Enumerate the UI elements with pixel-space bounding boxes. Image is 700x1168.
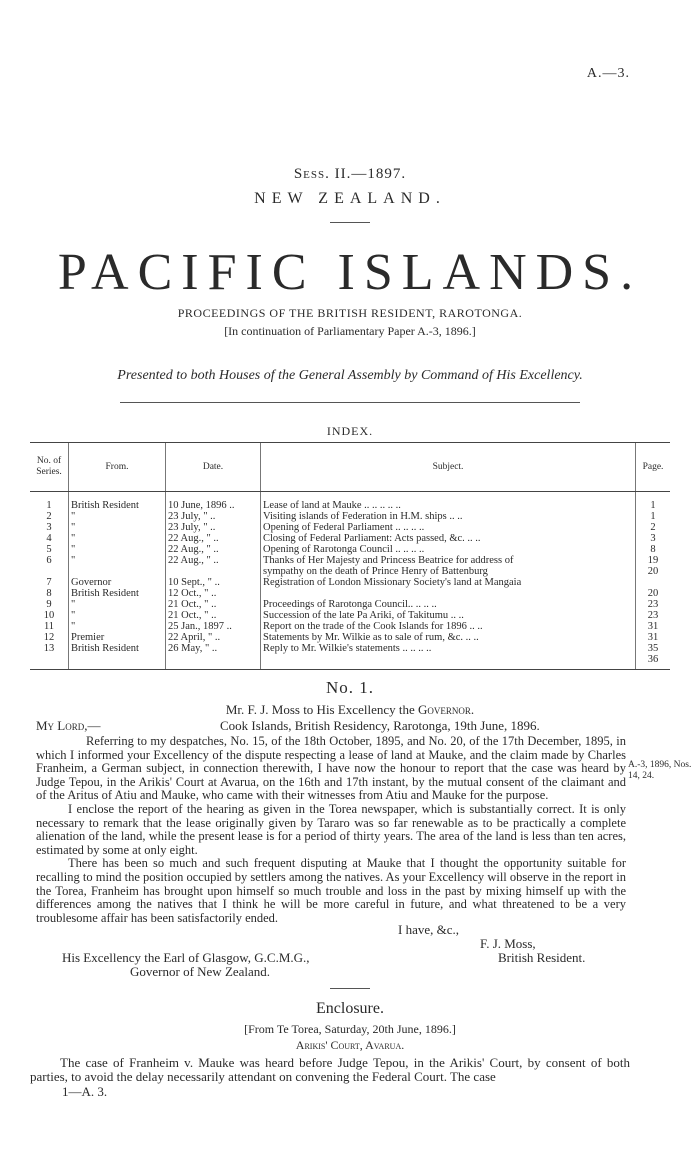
cell-subject: Report on the trade of the Cook Islands for 1896 .. .. (261, 621, 636, 632)
cell-subject: Visiting islands of Federation in H.M. ships .. .. (261, 511, 636, 522)
cell-date: 23 July, " .. (166, 511, 261, 522)
cell-no: 1 (46, 500, 52, 511)
signature-name: F. J. Moss, (480, 936, 536, 951)
cell-no: 5 (46, 544, 52, 555)
cell-date: 26 May, " .. (166, 643, 261, 654)
table-row (30, 492, 670, 512)
cell-from: " (69, 533, 166, 544)
document-title: PACIFIC ISLANDS. (57, 244, 643, 301)
header-date: Date. (166, 443, 261, 492)
cell-subject: Closing of Federal Parliament: Acts passed, &c. .. .. (261, 533, 636, 544)
letter-paragraph: I enclose the report of the hearing as given in the Torea newspaper, which is substantially correct. It is only necessary to remark that the lease originally given by Tararo was so far renewable as to be practically a complete alienation of the land, while the present lease is for a period of thirty years. The area of the land is less than ten acres, estimated by some at only eight. (36, 801, 626, 857)
cell-no: 10 (43, 610, 55, 621)
cell-no: 4 (46, 533, 52, 544)
footer-reference: 1—A. 3. (62, 1084, 108, 1099)
cell-subject: Proceedings of Rarotonga Council.. .. .. .. (261, 599, 636, 610)
table-row (30, 522, 670, 533)
cell-no: 3 (46, 522, 52, 533)
cell-page: 31 (636, 632, 671, 643)
divider (330, 988, 370, 989)
letter-addressee-title: Governor. (418, 702, 475, 717)
cell-page: 35 (636, 643, 671, 654)
header-from: From. (69, 443, 166, 492)
letter-paragraph: There has been so much and such frequent disputing at Mauke that I thought the opportunity suitable for recalling to mind the position occupied by settlers among the natives. As your Excellency will observe in the report in the Torea, Franheim has brought upon himself so much trouble and loss in the past by mixing himself up with the differences among the natives that I think he will be more careful in future, and what threatened to be a very troublesome affair has been satisfactorily ended. (36, 856, 626, 925)
table-row (30, 654, 670, 670)
addressee-line-2: Governor of New Zealand. (130, 964, 271, 979)
table-row (30, 610, 670, 621)
table-row (30, 643, 670, 654)
closing: I have, &c., (398, 922, 460, 937)
enclosure-paragraph: The case of Franheim v. Mauke was heard before Judge Tepou, in the Arikis' Court, by consent of both parties, to avoid the delay necessarily attendant on convening the Federal Court. The case (30, 1055, 630, 1084)
cell-from: British Resident (69, 492, 166, 512)
cell-no: 13 (43, 643, 55, 654)
place-date: Cook Islands, British Residency, Rarotonga, 19th June, 1896. (220, 718, 540, 733)
cell-from (69, 566, 166, 577)
margin-note: A.-3, 1896, Nos. 14, 24. (628, 760, 692, 781)
document-subtitle: PROCEEDINGS OF THE BRITISH RESIDENT, RAROTONGA. (177, 306, 523, 320)
table-row (30, 621, 670, 632)
cell-page: 31 (636, 621, 671, 632)
presented-line: Presented to both Houses of the General Assembly by Command of His Excellency. (117, 368, 583, 383)
cell-date: 25 Jan., 1897 .. (166, 621, 261, 632)
cell-date: 10 June, 1896 .. (166, 492, 261, 512)
header-no: No. of Series. (30, 443, 69, 492)
cell-no: 12 (43, 632, 55, 643)
cell-date: 22 April, " .. (166, 632, 261, 643)
addressee-line-1: His Excellency the Earl of Glasgow, G.C.M.G., (62, 950, 310, 965)
cell-date: 12 Oct., " .. (166, 588, 261, 599)
cell-date: 10 Sept., " .. (166, 577, 261, 588)
enclosure-title: Enclosure. (316, 1000, 384, 1017)
cell-page: 1 (636, 511, 671, 522)
cell-subject: Opening of Rarotonga Council .. .. .. .. (261, 544, 636, 555)
cell-no (30, 566, 69, 577)
table-row (30, 544, 670, 555)
cell-date: 22 Aug., " .. (166, 533, 261, 544)
cell-from: British Resident (69, 588, 166, 599)
cell-no: 9 (46, 599, 52, 610)
cell-date (166, 654, 261, 670)
cell-page: 20 (636, 588, 671, 599)
enclosure-court: Arikis' Court, Avarua. (295, 1038, 405, 1052)
cell-page: 20 (636, 566, 671, 577)
table-row (30, 566, 670, 577)
cell-page: 3 (636, 533, 671, 544)
cell-subject (261, 654, 636, 670)
cell-from: Premier (69, 632, 166, 643)
table-row (30, 577, 670, 588)
cell-no: 2 (46, 511, 52, 522)
salutation: My Lord,— (36, 718, 101, 733)
table-row (30, 511, 670, 522)
cell-page: 8 (636, 544, 671, 555)
signature-title: British Resident. (498, 950, 586, 965)
country-heading: NEW ZEALAND. (254, 190, 446, 207)
cell-from: " (69, 610, 166, 621)
divider (330, 222, 370, 223)
continuation-note: [In continuation of Parliamentary Paper A.-3, 1896.] (224, 324, 476, 338)
session-number: II.—1897. (329, 166, 407, 182)
table-row (30, 533, 670, 544)
cell-from: " (69, 599, 166, 610)
cell-from: " (69, 511, 166, 522)
cell-from: " (69, 555, 166, 566)
cell-date: 23 July, " .. (166, 522, 261, 533)
cell-date: 21 Oct., " .. (166, 610, 261, 621)
cell-page: 23 (636, 599, 671, 610)
table-row (30, 632, 670, 643)
cell-from: " (69, 621, 166, 632)
cell-subject: Reply to Mr. Wilkie's statements .. .. .. .. (261, 643, 636, 654)
cell-subject: Thanks of Her Majesty and Princess Beatrice for address of (261, 555, 636, 566)
cell-from: British Resident (69, 643, 166, 654)
cell-subject: Statements by Mr. Wilkie as to sale of rum, &c. .. .. (261, 632, 636, 643)
cell-date (166, 566, 261, 577)
cell-subject: sympathy on the death of Prince Henry of Battenburg (261, 566, 636, 577)
cell-page: 2 (636, 522, 671, 533)
divider (120, 402, 580, 403)
cell-subject: Opening of Federal Parliament .. .. .. .. (261, 522, 636, 533)
cell-from: " (69, 522, 166, 533)
index-table (30, 442, 670, 670)
cell-page: 23 (636, 610, 671, 621)
cell-subject: Succession of the late Pa Ariki, of Takitumu .. .. (261, 610, 636, 621)
header-subject: Subject. (261, 443, 636, 492)
cell-page (636, 577, 671, 588)
page-reference: A.—3. (586, 66, 630, 81)
cell-no: 6 (46, 555, 52, 566)
cell-date: 21 Oct., " .. (166, 599, 261, 610)
letter-from: Mr. F. J. Moss to His Excellency the (225, 702, 418, 717)
cell-subject (261, 588, 636, 599)
cell-subject: Lease of land at Mauke .. .. .. .. .. (261, 492, 636, 512)
letter-number: No. 1. (325, 678, 375, 697)
cell-from: " (69, 544, 166, 555)
cell-page: 19 (636, 555, 671, 566)
cell-page: 36 (636, 654, 671, 670)
table-row (30, 555, 670, 566)
cell-subject: Registration of London Missionary Society's land at Mangaia (261, 577, 636, 588)
cell-date: 22 Aug., " .. (166, 544, 261, 555)
cell-from (69, 654, 166, 670)
index-header-row (30, 443, 670, 492)
enclosure-body (30, 1056, 630, 1084)
letter-paragraph: Referring to my despatches, No. 15, of the 18th October, 1895, and No. 20, of the 17th December, 1895, in which I informed your Excellency of the dispute respecting a lease of land at Mauke, and the claim made by Charles Franheim, a German subject, in connection therewith, I have now the honour to report that the case was heard by Judge Tepou, in the Arikis' Court at Avarua, on the 16th and 17th instant, by the mutual consent of the claimant and of the Aritus of Atiu and Mauke, who came with their witnesses from Atiu and Mauke for the purpose. (36, 734, 626, 803)
cell-no (30, 654, 69, 670)
cell-page: 1 (636, 492, 671, 512)
letter-from-line (0, 702, 700, 718)
index-title: INDEX. (326, 424, 374, 438)
enclosure-source: [From Te Torea, Saturday, 20th June, 1896.] (244, 1022, 456, 1036)
cell-no: 7 (46, 577, 52, 588)
session-line (0, 166, 700, 183)
cell-date: 22 Aug., " .. (166, 555, 261, 566)
cell-from: Governor (69, 577, 166, 588)
cell-no: 11 (43, 621, 55, 632)
table-row (30, 588, 670, 599)
letter-body (36, 735, 626, 925)
cell-no: 8 (46, 588, 52, 599)
session-prefix: Sess. (293, 166, 330, 182)
table-row (30, 599, 670, 610)
header-page: Page. (636, 443, 671, 492)
